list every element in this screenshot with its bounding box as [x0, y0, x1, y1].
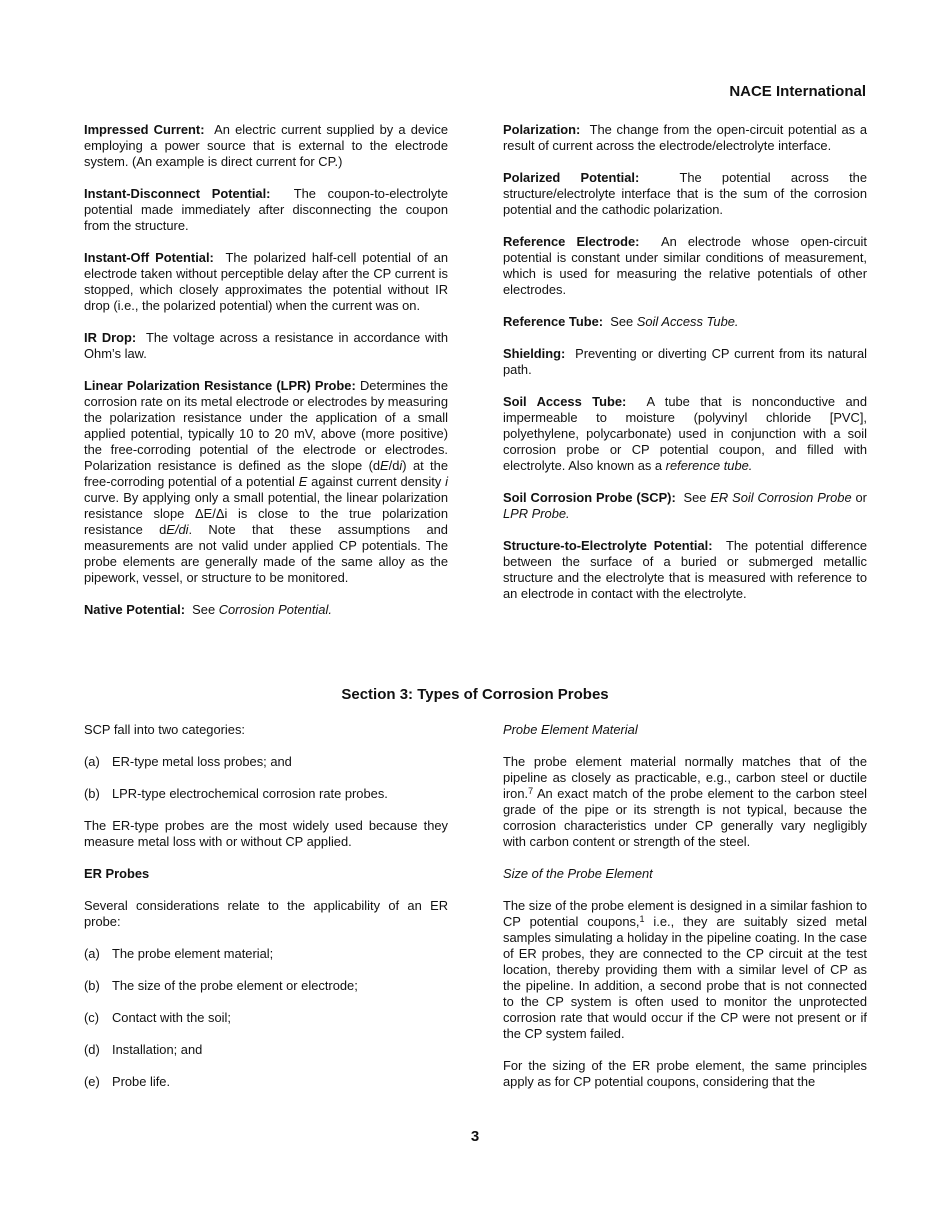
conjunction: or: [855, 490, 867, 505]
term: Shielding:: [503, 346, 566, 361]
term: Instant-Disconnect Potential:: [84, 186, 271, 201]
term: Soil Corrosion Probe (SCP):: [503, 490, 676, 505]
list-marker: (d): [84, 1042, 100, 1057]
list-marker: (a): [84, 754, 100, 769]
definition-text: The change from the open-circuit potential as a result of current across the electrode/electrolyte interface.: [503, 122, 867, 153]
paragraph: [503, 754, 867, 850]
page-number: 3: [470, 1128, 480, 1145]
definition-text: The polarized half-cell potential of an electrode taken without perceptible delay after the CP current is stopped, which closely approximates the potential without IR drop (i.e., the polarized potential) when the current was on.: [84, 250, 449, 313]
definition-reference-tube: [503, 314, 867, 330]
definition-text: See: [683, 490, 707, 505]
term: Impressed Current:: [84, 122, 205, 137]
definition-polarization: [503, 122, 867, 154]
term: Native Potential:: [84, 602, 185, 617]
list-item: [84, 946, 448, 962]
text-part: ) at the free-corroding potential of a potential: [84, 458, 448, 489]
definition-soil-access-tube: [503, 394, 867, 474]
cross-reference: reference tube.: [665, 458, 753, 473]
list-marker: (c): [84, 1010, 100, 1025]
definitions-right-column: [503, 122, 867, 618]
definition-ir-drop: [84, 330, 448, 362]
term: Structure-to-Electrolyte Potential:: [503, 538, 713, 553]
subheading-size-of-probe-element: Size of the Probe Element: [503, 866, 653, 881]
section3-left-column: [84, 722, 448, 1106]
text-part: curve. By applying only a small potential, the linear polarization resistance slope ΔE/Δi is close to the true polarization resistance d: [84, 490, 448, 537]
italic-part: E: [380, 458, 389, 473]
paragraph: [503, 898, 867, 1042]
list-marker: (b): [84, 978, 100, 993]
cross-reference: Soil Access Tube.: [636, 314, 739, 329]
list-text: Probe life.: [112, 1074, 171, 1089]
term: Reference Tube:: [503, 314, 604, 329]
list-marker: (e): [84, 1074, 100, 1089]
term: Instant-Off Potential:: [84, 250, 214, 265]
footnote-ref: 1: [639, 914, 645, 924]
definition-instant-off: [84, 250, 448, 314]
definition-reference-electrode: [503, 234, 867, 298]
paragraph: For the sizing of the ER probe element, the same principles apply as for CP potential coupons, considering that the: [503, 1058, 867, 1089]
term: Polarization:: [503, 122, 581, 137]
definition-native-potential: [84, 602, 448, 618]
definition-text: The coupon-to-electrolyte potential made immediately after disconnecting the coupon from the structure.: [84, 186, 449, 233]
text-part: The probe element material normally matches that of the pipeline as closely as practicable, e.g., carbon steel or ductile iron.: [503, 754, 867, 801]
term: Soil Access Tube:: [503, 394, 627, 409]
text-part: The size of the probe element is designed in a similar fashion to CP potential coupons,: [503, 898, 868, 929]
definition-text: Preventing or diverting CP current from its natural path.: [503, 346, 867, 377]
definition-soil-corrosion-probe: [503, 490, 867, 522]
definition-text: The potential across the structure/electrolyte interface that is the sum of the corrosion potential and the cathodic polarization.: [503, 170, 867, 217]
list-item: [84, 786, 448, 802]
definition-text: See: [192, 602, 216, 617]
paragraph: The ER-type probes are the most widely used because they measure metal loss with or without CP applied.: [84, 818, 448, 849]
list-text: The size of the probe element or electrode;: [112, 978, 358, 993]
text-part: i.e., they are suitably sized metal samples simulating a holiday in the pipeline coating. In the case of ER probes, they are connected to the CP circuit at the test location, thereby providing them with a similar level of CP as the pipeline. In addition, a second probe that is not connected to the CP system is often used to monitor the unprotected corrosion rate that would occur if the CP were not present or if the CP system failed.: [503, 914, 867, 1041]
term: Reference Electrode:: [503, 234, 640, 249]
subheading-probe-element-material: Probe Element Material: [503, 722, 638, 737]
italic-part: E: [298, 474, 308, 489]
paragraph: Several considerations relate to the applicability of an ER probe:: [84, 898, 448, 929]
definition-structure-to-electrolyte: [503, 538, 867, 602]
list-marker: (a): [84, 946, 100, 961]
list-item: [84, 1010, 448, 1026]
term: Linear Polarization Resistance (LPR) Probe:: [84, 378, 356, 393]
italic-part: E/di: [166, 522, 189, 537]
running-header: NACE International: [729, 83, 866, 100]
definition-shielding: [503, 346, 867, 378]
definition-text: An electric current supplied by a device employing a power source that is external to the electrode system. (An example is direct current for CP.): [84, 122, 448, 169]
footnote-ref: 7: [528, 786, 534, 796]
list-text: The probe element material;: [112, 946, 274, 961]
list-item: [84, 754, 448, 770]
italic-part: i: [399, 458, 403, 473]
list-text: ER-type metal loss probes; and: [112, 754, 292, 769]
definition-polarized-potential: [503, 170, 867, 218]
cross-reference: ER Soil Corrosion Probe: [710, 490, 852, 505]
intro-text: SCP fall into two categories:: [84, 722, 245, 737]
cross-reference: LPR Probe.: [503, 506, 570, 521]
definition-impressed-current: [84, 122, 448, 170]
definition-text: The voltage across a resistance in accordance with Ohm’s law.: [84, 330, 449, 361]
definition-text: An electrode whose open-circuit potential is constant under similar conditions of measurement, which is used for measuring the relative potentials of other electrodes.: [503, 234, 867, 297]
subheading-er-probes: ER Probes: [84, 866, 150, 881]
term: Polarized Potential:: [503, 170, 640, 185]
section3-right-column: [503, 722, 867, 1106]
text-part: against current density: [307, 474, 446, 489]
definition-instant-disconnect: [84, 186, 448, 234]
definition-text: The potential difference between the surface of a buried or submerged metallic structure and the electrolyte that is measured with reference to an electrode in contact with the electrolyte.: [503, 538, 868, 601]
list-text: LPR-type electrochemical corrosion rate probes.: [112, 786, 388, 801]
list-marker: (b): [84, 786, 100, 801]
definition-lpr-probe: [84, 378, 448, 586]
definition-text: A tube that is nonconductive and impermeable to moisture (polyvinyl chloride [PVC], polyethylene, polycarbonate) used in conjunction with a soil corrosion probe or CP potential coupon, and filled with electrolyte. Also known as a: [503, 394, 867, 473]
text-part: /d: [388, 458, 400, 473]
list-item: [84, 978, 448, 994]
text-part: . Note that these assumptions and measurements are not valid under applied CP potentials. The probe elements are generally made of the same alloy as the pipework, vessel, or structure to be monitored.: [84, 522, 448, 585]
cross-reference: Corrosion Potential.: [218, 602, 332, 617]
list-item: [84, 1074, 448, 1090]
list-item: [84, 1042, 448, 1058]
definition-text: See: [610, 314, 634, 329]
italic-part: i: [445, 474, 448, 489]
text-part: Determines the corrosion rate on its metal electrode or electrodes by measuring the polarization resistance under the application of a small applied potential, typically 10 to 20 mV, above (more positive) the free-corroding potential of the electrode or electrodes. Polarization resistance is defined as the slope (d: [84, 378, 448, 473]
list-text: Contact with the soil;: [112, 1010, 231, 1025]
definitions-left-column: [84, 122, 448, 634]
list-text: Installation; and: [112, 1042, 203, 1057]
section-heading: Section 3: Types of Corrosion Probes: [341, 686, 609, 703]
term: IR Drop:: [84, 330, 137, 345]
text-part: An exact match of the probe element to the carbon steel grade of the pipe or its strength is not typical, because the corrosion characteristics under CP generally vary negligibly with carbon content or strength of the steel.: [503, 786, 867, 849]
